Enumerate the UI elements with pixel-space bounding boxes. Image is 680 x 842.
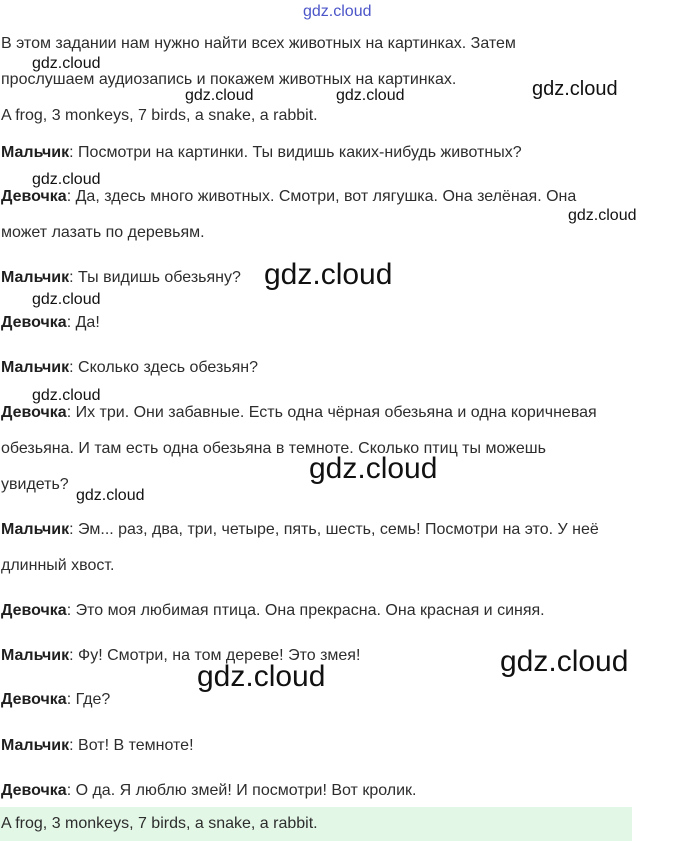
dialogue-line-3	[1, 268, 241, 288]
speaker-girl: Девочка	[1, 314, 67, 331]
watermark: gdz.cloud	[32, 387, 101, 404]
dialogue-text: : Сколько здесь обезьян?	[69, 359, 259, 376]
dialogue-line-4	[1, 313, 100, 333]
watermark: gdz.cloud	[76, 487, 145, 504]
task-intro-line-1: В этом задании нам нужно найти всех животных на картинках. Затем	[1, 35, 516, 52]
dialogue-line-6-cont2: увидеть?	[1, 476, 69, 493]
dialogue-line-6	[1, 403, 597, 423]
watermark: gdz.cloud	[185, 87, 254, 104]
dialogue-line-12	[1, 781, 416, 801]
dialogue-text: : Да, здесь много животных. Смотри, вот лягушка. Она зелёная. Она	[66, 188, 577, 205]
task-intro-line-2: прослушаем аудиозапись и покажем животных на картинках.	[1, 71, 457, 88]
dialogue-line-2-cont: может лазать по деревьям.	[1, 224, 205, 241]
watermark: gdz.cloud	[336, 87, 405, 104]
dialogue-line-8	[1, 601, 545, 621]
speaker-boy: Мальчик	[1, 269, 70, 286]
dialogue-text: : Ты видишь обезьяну?	[69, 269, 241, 286]
watermark: gdz.cloud	[568, 207, 637, 224]
watermark: gdz.cloud	[32, 171, 101, 188]
dialogue-line-7	[1, 520, 599, 540]
speaker-boy: Мальчик	[1, 737, 70, 754]
dialogue-line-6-cont: обезьяна. И там есть одна обезьяна в темноте. Сколько птиц ты можешь	[1, 440, 546, 457]
speaker-girl: Девочка	[1, 782, 67, 799]
dialogue-line-2	[1, 187, 576, 207]
dialogue-text: : Фу! Смотри, на том дереве! Это змея!	[69, 647, 361, 664]
watermark: gdz.cloud	[32, 55, 101, 72]
speaker-girl: Девочка	[1, 602, 67, 619]
speaker-girl: Девочка	[1, 188, 67, 205]
speaker-boy: Мальчик	[1, 521, 70, 538]
speaker-boy: Мальчик	[1, 144, 70, 161]
dialogue-text: : Эм... раз, два, три, четыре, пять, шесть, семь! Посмотри на это. У неё	[69, 521, 599, 538]
dialogue-text: : Вот! В темноте!	[69, 737, 194, 754]
header-watermark-link[interactable]: gdz.cloud	[303, 3, 372, 20]
dialogue-line-7-cont: длинный хвост.	[1, 557, 115, 574]
dialogue-line-1	[1, 143, 522, 163]
dialogue-line-5	[1, 358, 258, 378]
dialogue-text: : Это моя любимая птица. Она прекрасна. Она красная и синяя.	[66, 602, 545, 619]
dialogue-text: : Посмотри на картинки. Ты видишь каких-нибудь животных?	[69, 144, 522, 161]
dialogue-text: : О да. Я люблю змей! И посмотри! Вот кролик.	[66, 782, 417, 799]
watermark: gdz.cloud	[197, 660, 326, 693]
watermark: gdz.cloud	[532, 78, 618, 100]
answer-bottom: A frog, 3 monkeys, 7 birds, a snake, a rabbit.	[1, 815, 318, 832]
dialogue-line-10	[1, 690, 110, 710]
speaker-boy: Мальчик	[1, 359, 70, 376]
watermark: gdz.cloud	[32, 291, 101, 308]
speaker-girl: Девочка	[1, 404, 67, 421]
dialogue-line-11	[1, 736, 194, 756]
answer-highlight-box	[0, 807, 632, 841]
watermark: gdz.cloud	[500, 645, 629, 678]
answer-top: A frog, 3 monkeys, 7 birds, a snake, a rabbit.	[1, 107, 318, 124]
dialogue-text: : Где?	[66, 691, 111, 708]
speaker-girl: Девочка	[1, 691, 67, 708]
watermark: gdz.cloud	[309, 452, 438, 485]
watermark: gdz.cloud	[264, 258, 393, 291]
dialogue-text: : Их три. Они забавные. Есть одна чёрная обезьяна и одна коричневая	[66, 404, 597, 421]
speaker-boy: Мальчик	[1, 647, 70, 664]
dialogue-text: : Да!	[66, 314, 100, 331]
